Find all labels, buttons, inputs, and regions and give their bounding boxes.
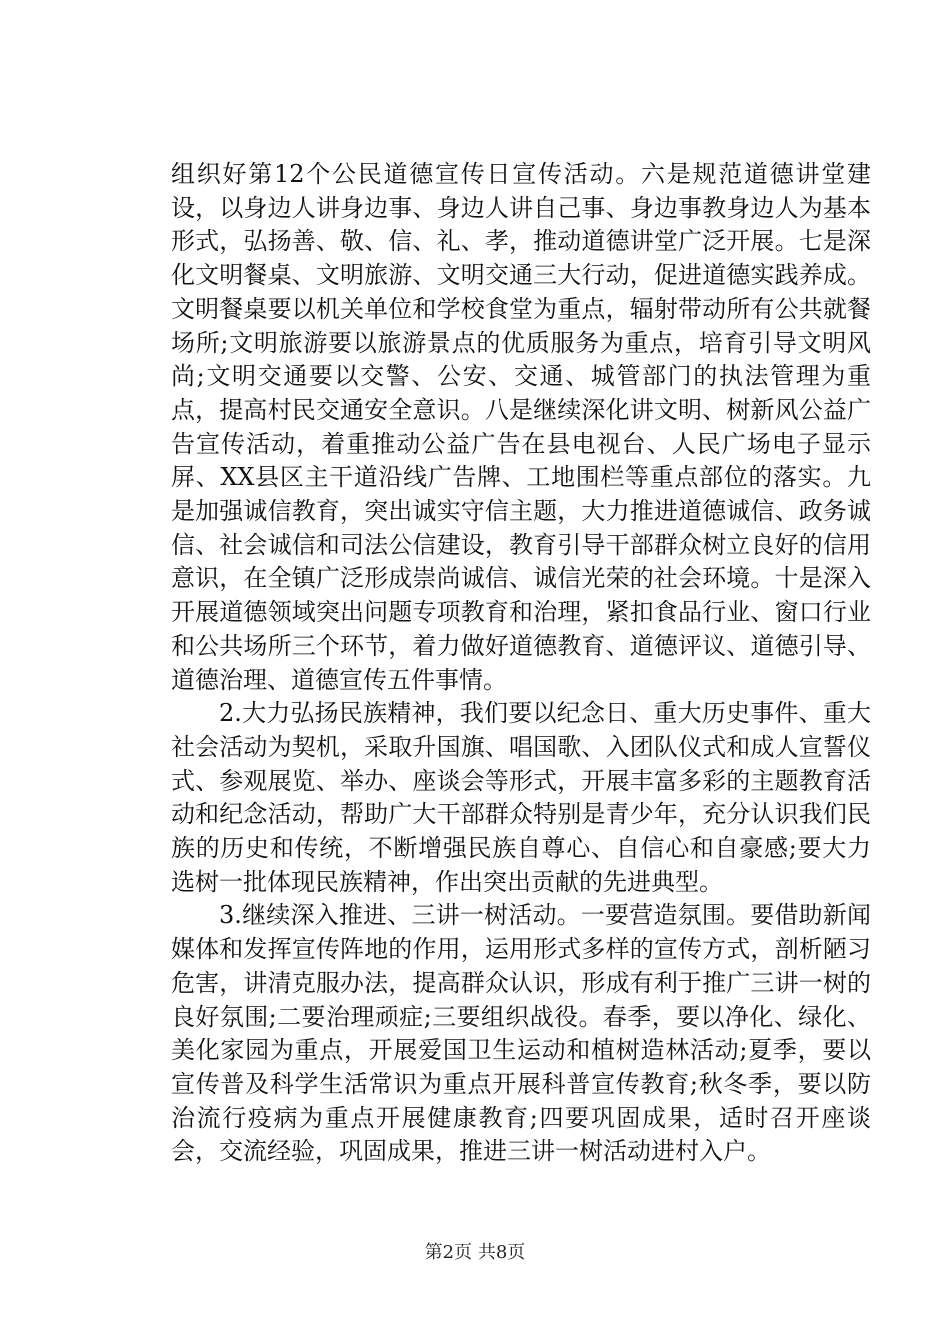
document-body: [171, 158, 871, 1169]
paragraph-2: 2.大力弘扬民族精神，我们要以纪念日、重大历史事件、重大社会活动为契机，采取升国旗、唱国歌、入团队仪式和成人宣誓仪式、参观展览、举办、座谈会等形式，开展丰富多彩的主题教育活动和纪念活动，帮助广大干部群众特别是青少年，充分认识我们民族的历史和传统，不断增强民族自尊心、自信心和自豪感;要大力选树一批体现民族精神，作出突出贡献的先进典型。: [171, 699, 871, 896]
page-number-footer: 第2页 共8页: [424, 1242, 526, 1263]
paragraph-1: 组织好第12个公民道德宣传日宣传活动。六是规范道德讲堂建设，以身边人讲身边事、身边人讲自己事、身边事教身边人为基本形式，弘扬善、敬、信、礼、孝，推动道德讲堂广泛开展。七是深化文明餐桌、文明旅游、文明交通三大行动，促进道德实践养成。文明餐桌要以机关单位和学校食堂为重点，辐射带动所有公共就餐场所;文明旅游要以旅游景点的优质服务为重点，培育引导文明风尚;文明交通要以交警、公安、交通、城管部门的执法管理为重点，提高村民交通安全意识。八是继续深化讲文明、树新风公益广告宣传活动，着重推动公益广告在县电视台、人民广场电子显示屏、XX县区主干道沿线广告牌、工地围栏等重点部位的落实。九是加强诚信教育，突出诚实守信主题，大力推进道德诚信、政务诚信、社会诚信和司法公信建设，教育引导干部群众树立良好的信用意识，在全镇广泛形成崇尚诚信、诚信光荣的社会环境。十是深入开展道德领域突出问题专项教育和治理，紧扣食品行业、窗口行业和公共场所三个环节，着力做好道德教育、道德评议、道德引导、道德治理、道德宣传五件事情。: [171, 160, 871, 694]
paragraph-3: 3.继续深入推进、三讲一树活动。一要营造氛围。要借助新闻媒体和发挥宣传阵地的作用，运用形式多样的宣传方式，剖析陋习危害，讲清克服办法，提高群众认识，形成有利于推广三讲一树的良好氛围;二要治理顽症;三要组织战役。春季，要以净化、绿化、美化家园为重点，开展爱国卫生运动和植树造林活动;夏季，要以宣传普及科学生活常识为重点开展科普宣传教育;秋冬季，要以防治流行疫病为重点开展健康教育;四要巩固成果，适时召开座谈会，交流经验，巩固成果，推进三讲一树活动进村入户。: [171, 901, 871, 1166]
